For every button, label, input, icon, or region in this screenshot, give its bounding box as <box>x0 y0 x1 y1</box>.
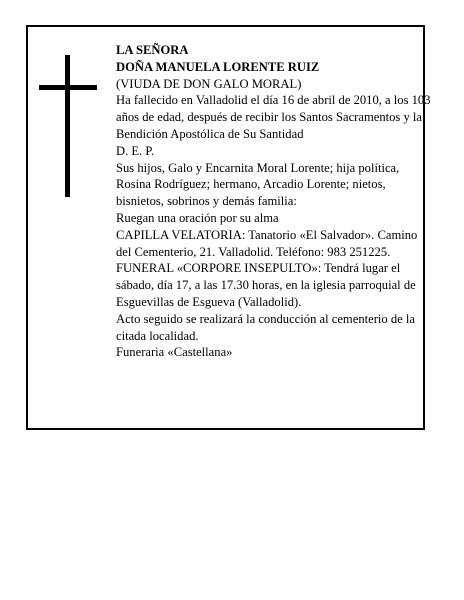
cross-icon <box>39 55 97 197</box>
family-list: Sus hijos, Galo y Encarnita Moral Lorente; hija política, Rosina Rodríguez; hermano, Arcadio Lorente; nietos, bisnietos, sobrinos y demás familia: <box>116 160 400 209</box>
cross-horizontal-bar <box>39 85 97 90</box>
funeral-home: Funeraria «Castellana» <box>116 345 233 360</box>
obituary-notice <box>26 25 431 430</box>
cross-vertical-bar <box>65 55 70 197</box>
chapel-info: CAPILLA VELATORIA: Tanatorio «El Salvador». Camino del Cementerio, 21. Valladolid. Teléfono: 983 251225. <box>116 227 418 259</box>
procession-info: Acto seguido se realizará la conducción al cementerio de la citada localidad. <box>116 311 415 343</box>
notice-text <box>116 42 432 361</box>
deceased-name: DOÑA MANUELA LORENTE RUIZ <box>116 59 320 74</box>
death-announcement: Ha fallecido en Valladolid el día 16 de abril de 2010, a los 103 años de edad, después de recibir los Santos Sacramentos y la Bendición Apostólica de Su Santidad <box>116 93 431 141</box>
funeral-info: FUNERAL «CORPORE INSEPULTO»: Tendrá lugar el sábado, día 17, a las 17.30 horas, en la iglesia parroquial de Esguevillas de Esgueva (Valladolid). <box>116 261 416 309</box>
prayer-request: Ruegan una oración por su alma <box>116 210 279 225</box>
notice-title: LA SEÑORA <box>116 43 189 57</box>
dep-line: D. E. P. <box>116 143 155 158</box>
widow-of: (VIUDA DE DON GALO MORAL) <box>116 76 302 91</box>
